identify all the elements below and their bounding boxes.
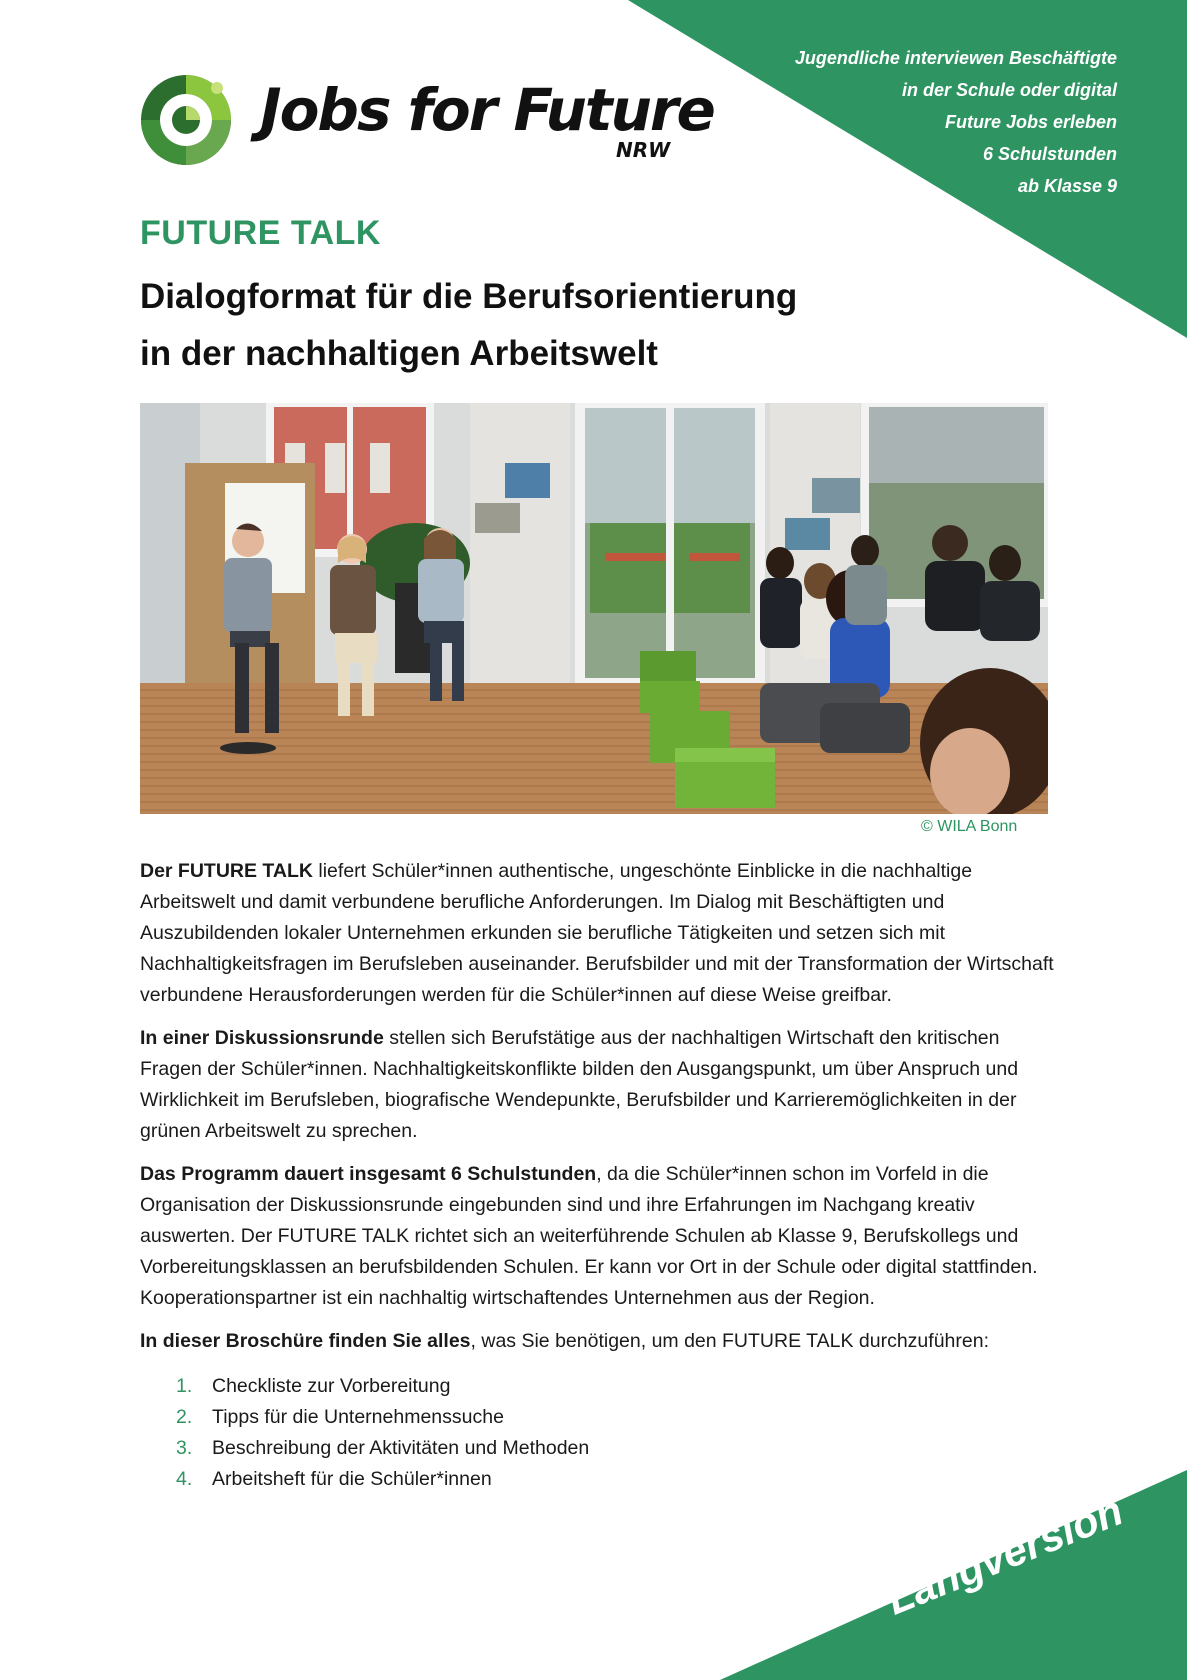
list-item-text: Arbeitsheft für die Schüler*innen (212, 1468, 492, 1490)
list-item-text: Beschreibung der Aktivitäten und Methoden (212, 1437, 590, 1459)
page-title (140, 268, 900, 382)
title-line: in der nachhaltigen Arbeitswelt (140, 334, 658, 373)
brochure-paragraph-lead: In dieser Broschüre finden Sie alles (140, 1330, 471, 1352)
section-kicker: FUTURE TALK (140, 214, 381, 252)
list-item-number: 2. (176, 1406, 193, 1428)
discussion-paragraph-lead: In einer Diskussionsrunde (140, 1027, 384, 1049)
version-label: Langversion (880, 1486, 1130, 1624)
list-item (176, 1402, 1058, 1433)
list-item-number: 3. (176, 1437, 193, 1459)
logo-wordmark: Jobs for Future (260, 76, 714, 144)
list-item-number: 1. (176, 1375, 193, 1397)
discussion-paragraph (140, 1023, 1058, 1147)
intro-paragraph (140, 856, 1058, 1011)
discussion-paragraph-text: stellen sich Berufstätige aus der nachhaltigen Wirtschaft den kritischen Fragen der Schüler*innen. Nachhaltigkeitskonflikte bilden den Ausgangspunkt, um über Anspruch und Wirklichkeit im Berufsleben, biografische Wendepunkte, Berufsbilder und Karrieremöglichkeiten in der grünen Arbeitswelt zu sprechen. (140, 1027, 1019, 1142)
fact-line: 6 Schulstunden (982, 144, 1117, 164)
logo-region: NRW (616, 138, 671, 162)
main-content (140, 856, 1058, 1495)
brochure-paragraph-text: , was Sie benötigen, um den FUTURE TALK durchzuführen: (470, 1330, 989, 1352)
fact-line: ab Klasse 9 (1017, 176, 1117, 196)
jobs-for-future-logo (138, 70, 714, 170)
fact-line: Jugendliche interviewen Beschäftigte (794, 48, 1117, 68)
program-paragraph (140, 1159, 1058, 1314)
brochure-paragraph (140, 1326, 1058, 1357)
program-paragraph-text: , da die Schüler*innen schon im Vorfeld in die Organisation der Diskussionsrunde eingebunden sind und ihre Erfahrungen im Nachgang kreativ auswerten. Der FUTURE TALK richtet sich an weiterführende Schulen ab Klasse 9, Berufskollegs und Vorbereitungsklassen an berufsbildenden Schulen. Er kann vor Ort in der Schule oder digital stattfinden. Kooperationspartner ist ein nachhaltig wirtschaftendes Unternehmen aus der Region. (140, 1163, 1038, 1309)
discussion-photo (140, 403, 1048, 814)
list-item-number: 4. (176, 1468, 193, 1490)
list-item-text: Checkliste zur Vorbereitung (212, 1375, 451, 1397)
discussion-photo-illustration (140, 403, 1048, 814)
title-line: Dialogformat für die Berufsorientierung (140, 277, 798, 316)
list-item-text: Tipps für die Unternehmenssuche (212, 1406, 504, 1428)
program-paragraph-lead: Das Programm dauert insgesamt 6 Schulstunden (140, 1163, 597, 1185)
intro-paragraph-lead: Der FUTURE TALK (140, 860, 313, 882)
program-facts (795, 42, 1117, 202)
fact-line: Future Jobs erleben (944, 112, 1117, 132)
logo-mark-icon (138, 72, 234, 168)
photo-credit: © WILA Bonn (921, 818, 1018, 835)
fact-line: in der Schule oder digital (901, 80, 1117, 100)
list-item (176, 1371, 1058, 1402)
intro-paragraph-text: liefert Schüler*innen authentische, ungeschönte Einblicke in die nachhaltige Arbeitswelt und damit verbundene berufliche Anforderungen. Im Dialog mit Beschäftigten und Auszubildenden lokaler Unternehmen erkunden sie berufliche Tätigkeiten und setzen sich mit Nachhaltigkeitsfragen im Berufsleben auseinander. Berufsbilder und mit der Transformation der Wirtschaft verbundene Herausforderungen werden für die Schüler*innen auf diese Weise greifbar. (140, 860, 1054, 1006)
